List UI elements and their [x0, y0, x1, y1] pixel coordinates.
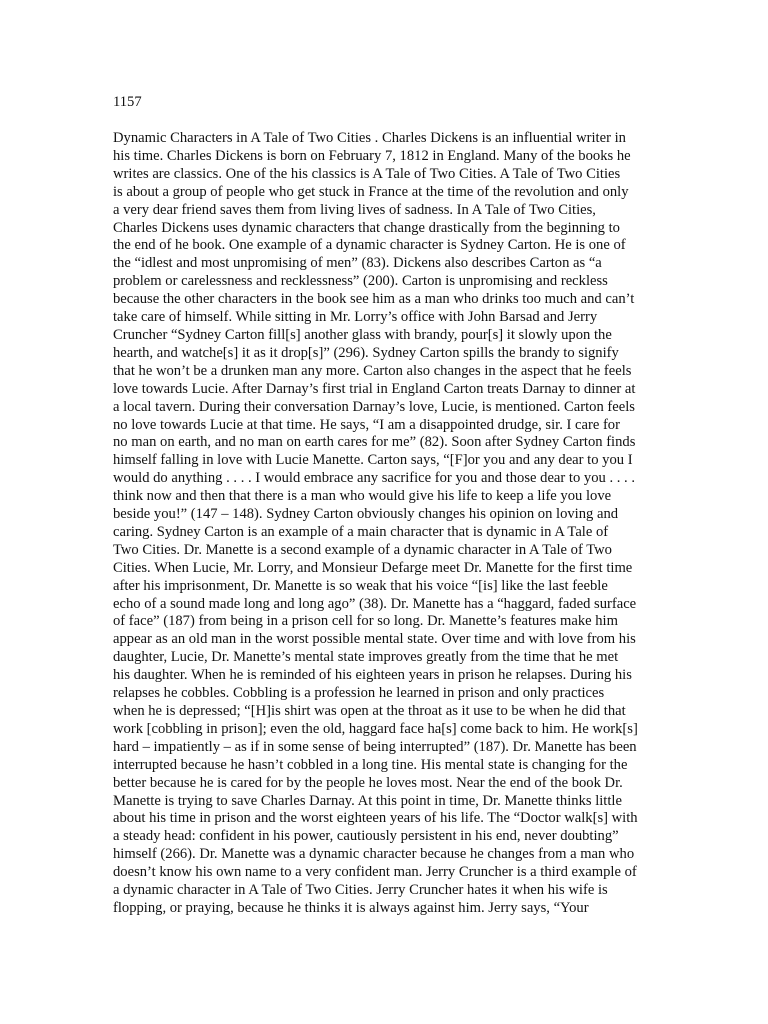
text-line: Manette is trying to save Charles Darnay. At this point in time, Dr. Manette thinks little: [113, 792, 622, 809]
page-number: 1157: [113, 94, 142, 110]
text-line: take care of himself. While sitting in Mr. Lorry’s office with John Barsad and Jerry: [113, 309, 598, 326]
text-line: Cities. When Lucie, Mr. Lorry, and Monsieur Defarge meet Dr. Manette for the first time: [113, 559, 633, 576]
text-line: better because he is cared for by the people he loves most. Near the end of the book Dr.: [113, 774, 623, 791]
text-line: the “idlest and most unpromising of men” (83). Dickens also describes Carton as “a: [113, 255, 602, 272]
text-line: echo of a sound made long and long ago” (38). Dr. Manette has a “haggard, faded surface: [113, 595, 637, 612]
text-line: after his imprisonment, Dr. Manette is so weak that his voice “[is] like the last feeble: [113, 577, 608, 594]
text-line: his time. Charles Dickens is born on February 7, 1812 in England. Many of the books he: [113, 147, 631, 164]
text-line: problem or carelessness and recklessness” (200). Carton is unpromising and reckless: [113, 273, 608, 290]
text-line: hard – impatiently – as if in some sense of being interrupted” (187). Dr. Manette has been: [113, 738, 637, 755]
text-line: a local tavern. During their conversation Darnay’s love, Lucie, is mentioned. Carton feels: [113, 398, 635, 415]
text-line: Charles Dickens uses dynamic characters that change drastically from the beginning to: [113, 219, 620, 236]
essay-body: [113, 130, 673, 918]
text-line: a dynamic character in A Tale of Two Cities. Jerry Cruncher hates it when his wife is: [113, 882, 608, 899]
text-line: a very dear friend saves them from living lives of sadness. In A Tale of Two Cities,: [113, 201, 596, 218]
text-line: himself falling in love with Lucie Manette. Carton says, “[F]or you and any dear to you I: [113, 452, 633, 469]
text-line: no man on earth, and no man on earth cares for me” (82). Soon after Sydney Carton finds: [113, 434, 636, 451]
text-line: Dynamic Characters in A Tale of Two Cities . Charles Dickens is an influential writer in: [113, 130, 626, 146]
text-line: writes are classics. One of the his classics is A Tale of Two Cities. A Tale of Two Cities: [113, 165, 621, 182]
text-line: flopping, or praying, because he thinks it is always against him. Jerry says, “Your: [113, 899, 589, 916]
text-line: relapses he cobbles. Cobbling is a profession he learned in prison and only practices: [113, 685, 605, 702]
text-line: about his time in prison and the worst eighteen years of his life. The “Doctor walk[s] with: [113, 810, 638, 827]
text-line: love towards Lucie. After Darnay’s first trial in England Carton treats Darnay to dinner at: [113, 380, 636, 397]
text-line: of face” (187) from being in a prison cell for so long. Dr. Manette’s features make him: [113, 613, 618, 630]
text-line: would do anything . . . . I would embrace any sacrifice for you and those dear to you . . . .: [113, 470, 635, 487]
text-line: when he is depressed; “[H]is shirt was open at the throat as it use to be when he did that: [113, 703, 626, 719]
text-line: that he won’t be a drunken man any more. Carton also changes in the aspect that he feels: [113, 362, 632, 379]
text-line: his daughter. When he is reminded of his eighteen years in prison he relapses. During his: [113, 667, 632, 684]
text-line: Cruncher “Sydney Carton fill[s] another glass with brandy, pour[s] it slowly upon the: [113, 326, 612, 343]
text-line: work [cobbling in prison]; even the old, haggard face ha[s] come back to him. He work[s]: [113, 720, 638, 737]
text-line: himself (266). Dr. Manette was a dynamic character because he changes from a man who: [113, 846, 635, 863]
text-line: because the other characters in the book see him as a man who drinks too much and can’t: [113, 291, 635, 308]
text-line: Two Cities. Dr. Manette is a second example of a dynamic character in A Tale of Two: [113, 541, 612, 558]
text-line: the end of he book. One example of a dynamic character is Sydney Carton. He is one of: [113, 237, 626, 254]
text-line: think now and then that there is a man who would give his life to keep a life you love: [113, 488, 612, 505]
text-line: is about a group of people who get stuck in France at the time of the revolution and only: [113, 183, 629, 200]
text-line: doesn’t know his own name to a very confident man. Jerry Cruncher is a third example of: [113, 864, 637, 881]
text-line: daughter, Lucie, Dr. Manette’s mental state improves greatly from the time that he met: [113, 649, 619, 666]
text-line: interrupted because he hasn’t cobbled in a long tine. His mental state is changing for the: [113, 756, 628, 773]
text-line: hearth, and watche[s] it as it drop[s]” (296). Sydney Carton spills the brandy to signify: [113, 344, 619, 361]
text-line: a steady head: confident in his power, cautiously persistent in his end, never doubting”: [113, 828, 619, 845]
text-line: no love towards Lucie at that time. He says, “I am a disappointed drudge, sir. I care for: [113, 416, 620, 433]
text-line: beside you!” (147 – 148). Sydney Carton obviously changes his opinion on loving and: [113, 506, 619, 523]
text-line: appear as an old man in the worst possible mental state. Over time and with love from his: [113, 631, 636, 648]
text-line: caring. Sydney Carton is an example of a main character that is dynamic in A Tale of: [113, 523, 609, 540]
